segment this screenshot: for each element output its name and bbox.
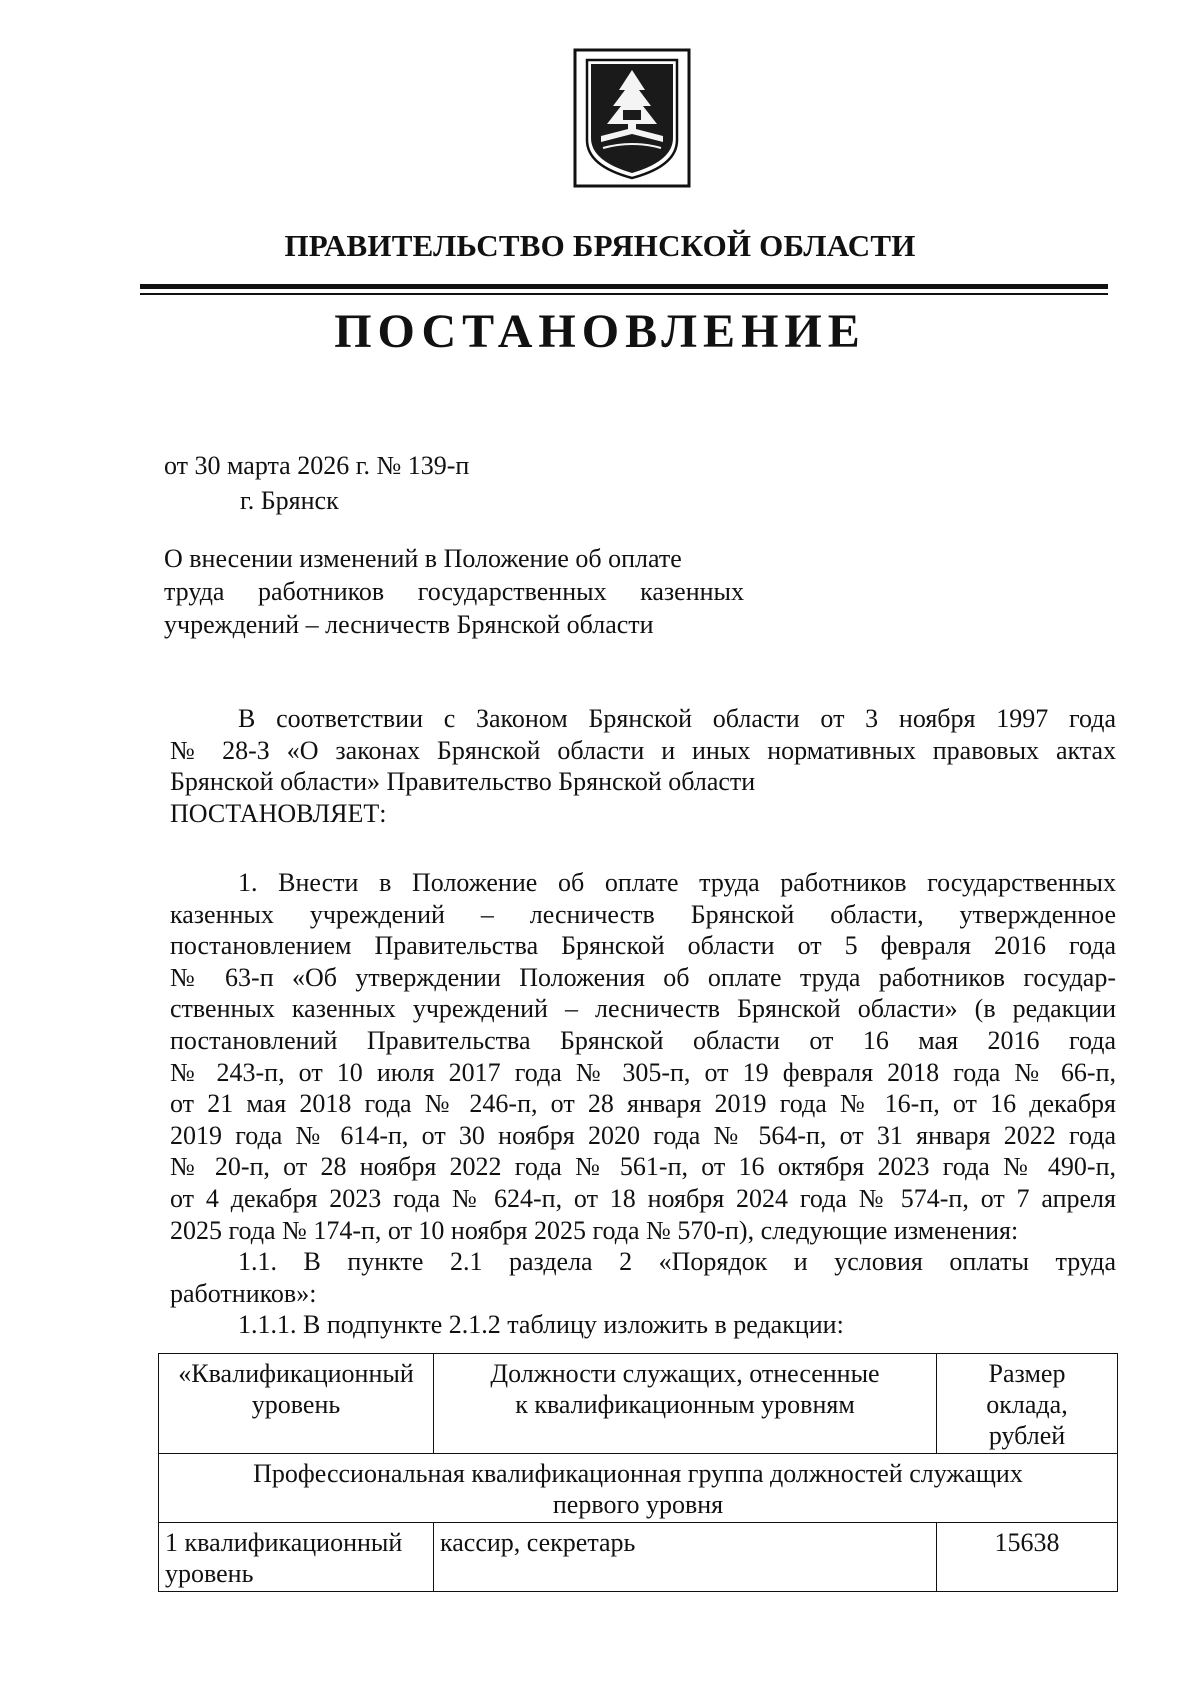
group-title-cell [159,1454,1118,1523]
document-subject [164,542,744,641]
coat-of-arms-emblem [573,48,691,188]
header-cell-text: рублей [988,1421,1066,1450]
item-1-line: ственных казенных учреждений – лесничеств Брянской области» (в редакции [170,994,1116,1024]
item-1-line: 2019 года № 614-п, от 30 ноября 2020 года № 564-п, от 31 января 2022 года [170,1120,1116,1150]
cell-level [159,1523,434,1592]
header-cell-text: уровень [251,1390,341,1419]
subject-line: учреждений – лесничеств Брянской области [164,610,654,639]
document-city: г. Брянск [240,486,339,515]
preamble-paragraph [170,703,1116,829]
table-header-row [159,1354,1118,1454]
group-title-text: Профессиональная квалификационная группа должностей служащих [253,1459,1023,1488]
header-cell-text: «Квалификационный [178,1359,414,1388]
document-date-number: от 30 марта 2026 г. № 139-п [164,451,470,480]
subject-line: труда работников государственных казенных [164,577,744,606]
item-1-line: от 21 мая 2018 года № 246-п, от 28 января 2019 года № 16-п, от 16 декабря [170,1089,1116,1119]
header-divider-thin [140,293,1108,295]
organization-title: ПРАВИТЕЛЬСТВО БРЯНСКОЙ ОБЛАСТИ [284,228,916,263]
item-1-1-line: работников»: [170,1278,317,1308]
item-1-line: от 4 декабря 2023 года № 624-п, от 18 ноября 2024 года № 574-п, от 7 апреля [170,1183,1116,1213]
header-divider-thick [140,284,1108,289]
item-1-line: постановлений Правительства Брянской области от 16 мая 2016 года [170,1025,1116,1055]
header-cell-salary [937,1354,1118,1454]
table-row [159,1523,1118,1592]
item-1-line: № 63-п «Об утверждении Положения об оплате труда работников государ- [170,962,1116,992]
header-cell-text: оклада, [986,1390,1068,1419]
group-title-text: первого уровня [552,1490,724,1519]
item-1-line: 2025 года № 174-п, от 10 ноября 2025 года № 570-п), следующие изменения: [170,1215,1019,1245]
item-1-line: № 20-п, от 28 ноября 2022 года № 561-п, от 16 октября 2023 года № 490-п, [170,1152,1116,1182]
cell-salary: 15638 [937,1523,1118,1592]
header-cell-text: Должности служащих, отнесенные [490,1359,880,1388]
item-1-line: 1. Внести в Положение об оплате труда работников государственных [238,868,1116,897]
preamble-line: Брянской области» Правительство Брянской области [170,767,756,797]
cell-positions: кассир, секретарь [434,1523,937,1592]
preamble-line: В соответствии с Законом Брянской области от 3 ноября 1997 года [238,704,1116,733]
salary-table [158,1353,1118,1592]
header-cell-text: Размер [988,1359,1066,1388]
cell-text: уровень [165,1559,254,1588]
item-1-1-1-line: 1.1.1. В подпункте 2.1.2 таблицу изложить в редакции: [238,1310,844,1340]
item-1-paragraph [170,867,1116,1341]
cell-text: 1 квалификационный [165,1528,403,1557]
item-1-line: казенных учреждений – лесничеств Брянской области, утвержденное [170,899,1116,929]
decree-word: ПОСТАНОВЛЯЕТ: [170,798,387,828]
table-group-row [159,1454,1118,1523]
preamble-line: № 28-З «О законах Брянской области и иных нормативных правовых актах [170,735,1116,765]
document-type-title: ПОСТАНОВЛЕНИЕ [334,305,866,358]
item-1-1-line: 1.1. В пункте 2.1 раздела 2 «Порядок и условия оплаты труда [238,1247,1116,1277]
header-cell-positions [434,1354,937,1454]
item-1-line: постановлением Правительства Брянской области от 5 февраля 2016 года [170,931,1116,961]
subject-line: О внесении изменений в Положение об оплате [164,544,682,573]
header-cell-text: к квалификационным уровням [515,1390,855,1419]
header-cell-level [159,1354,434,1454]
item-1-line: № 243-п, от 10 июля 2017 года № 305-п, от 19 февраля 2018 года № 66-п, [170,1057,1116,1087]
